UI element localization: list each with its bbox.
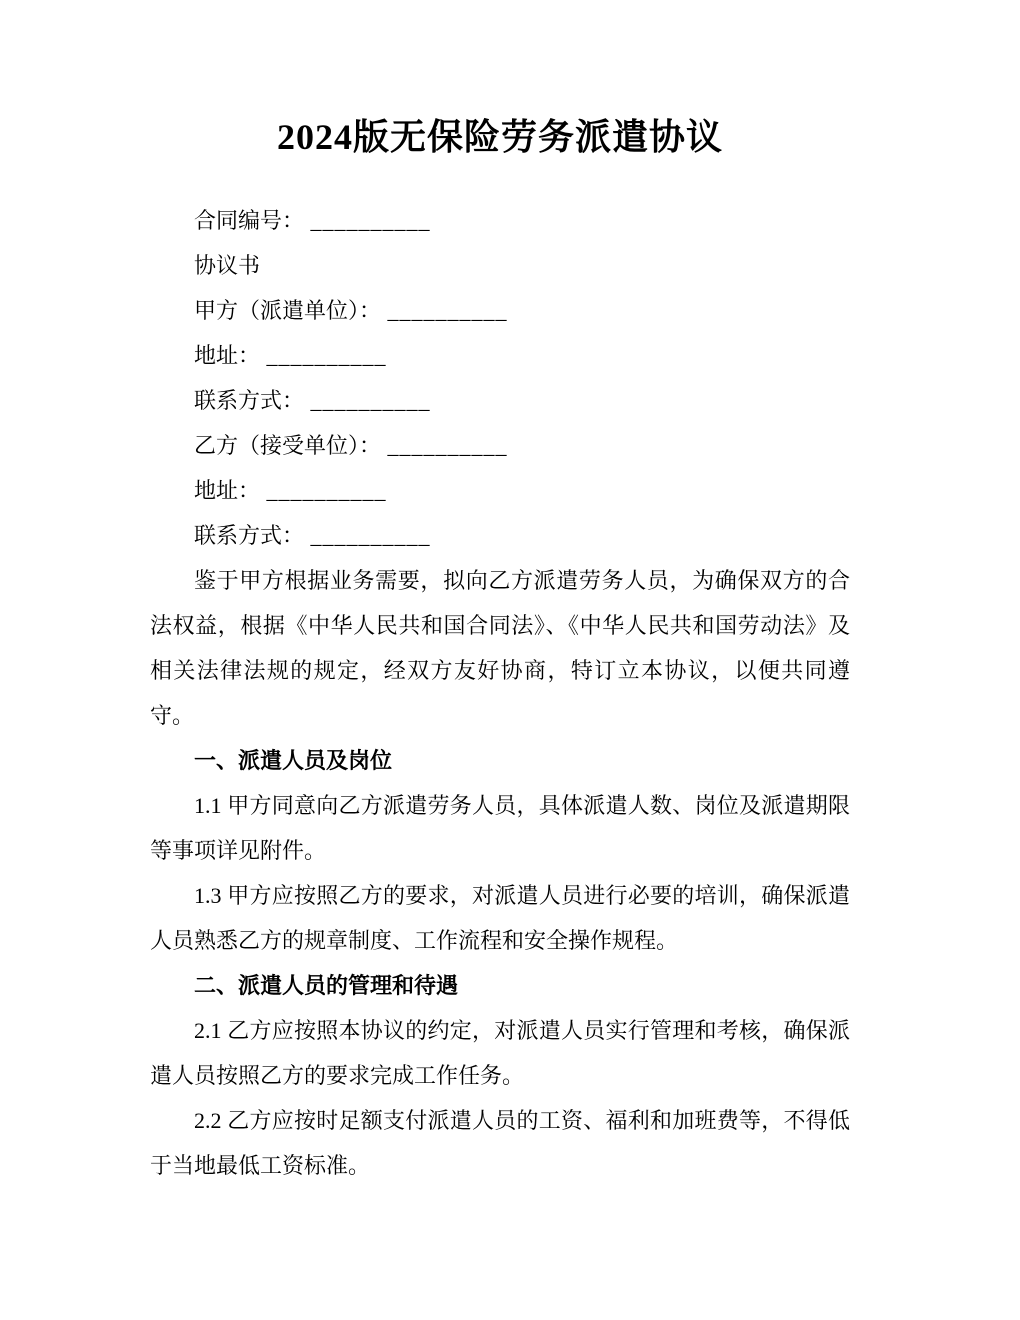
clause-paragraph: 1.3 甲方应按照乙方的要求，对派遣人员进行必要的培训，确保派遣人员熟悉乙方的规章制度、工作流程和安全操作规程。 (150, 883, 850, 953)
blank-underline: __________ (304, 523, 431, 548)
clause-paragraph: 2.1 乙方应按照本协议的约定，对派遣人员实行管理和考核，确保派遣人员按照乙方的要求完成工作任务。 (150, 1018, 850, 1088)
field-label: 合同编号： (194, 208, 305, 233)
field-label: 地址： (194, 478, 261, 503)
field-line (150, 333, 850, 378)
field-label: 乙方（接受单位）： (194, 433, 382, 458)
field-label: 联系方式： (194, 388, 305, 413)
field-label: 联系方式： (194, 523, 305, 548)
field-line (150, 378, 850, 423)
sections (150, 738, 850, 1188)
blank-underline: __________ (304, 388, 431, 413)
preamble-paragraph: 鉴于甲方根据业务需要，拟向乙方派遣劳务人员，为确保双方的合法权益，根据《中华人民共和国合同法》、《中华人民共和国劳动法》及相关法律法规的规定，经双方友好协商，特订立本协议，以便共同遵守。 (150, 568, 850, 728)
blank-underline: __________ (304, 208, 431, 233)
blank-underline: __________ (381, 433, 508, 458)
field-line (150, 468, 850, 513)
field-line (150, 243, 850, 288)
document-title: 2024版无保险劳务派遣协议 (276, 117, 723, 157)
clause-paragraph: 1.1 甲方同意向乙方派遣劳务人员，具体派遣人数、岗位及派遣期限等事项详见附件。 (150, 793, 850, 863)
field-label: 地址： (194, 343, 261, 368)
field-label: 甲方（派遣单位）： (194, 298, 382, 323)
field-label: 协议书 (194, 253, 261, 278)
blank-underline: __________ (260, 478, 387, 503)
field-line (150, 423, 850, 468)
header-fields (150, 198, 850, 558)
section-heading: 一、派遣人员及岗位 (194, 748, 393, 773)
blank-underline: __________ (381, 298, 508, 323)
field-line (150, 198, 850, 243)
clause-paragraph: 2.2 乙方应按时足额支付派遣人员的工资、福利和加班费等，不得低于当地最低工资标准。 (150, 1108, 850, 1178)
field-line (150, 513, 850, 558)
section-heading: 二、派遣人员的管理和待遇 (194, 973, 459, 998)
blank-underline: __________ (260, 343, 387, 368)
field-line (150, 288, 850, 333)
